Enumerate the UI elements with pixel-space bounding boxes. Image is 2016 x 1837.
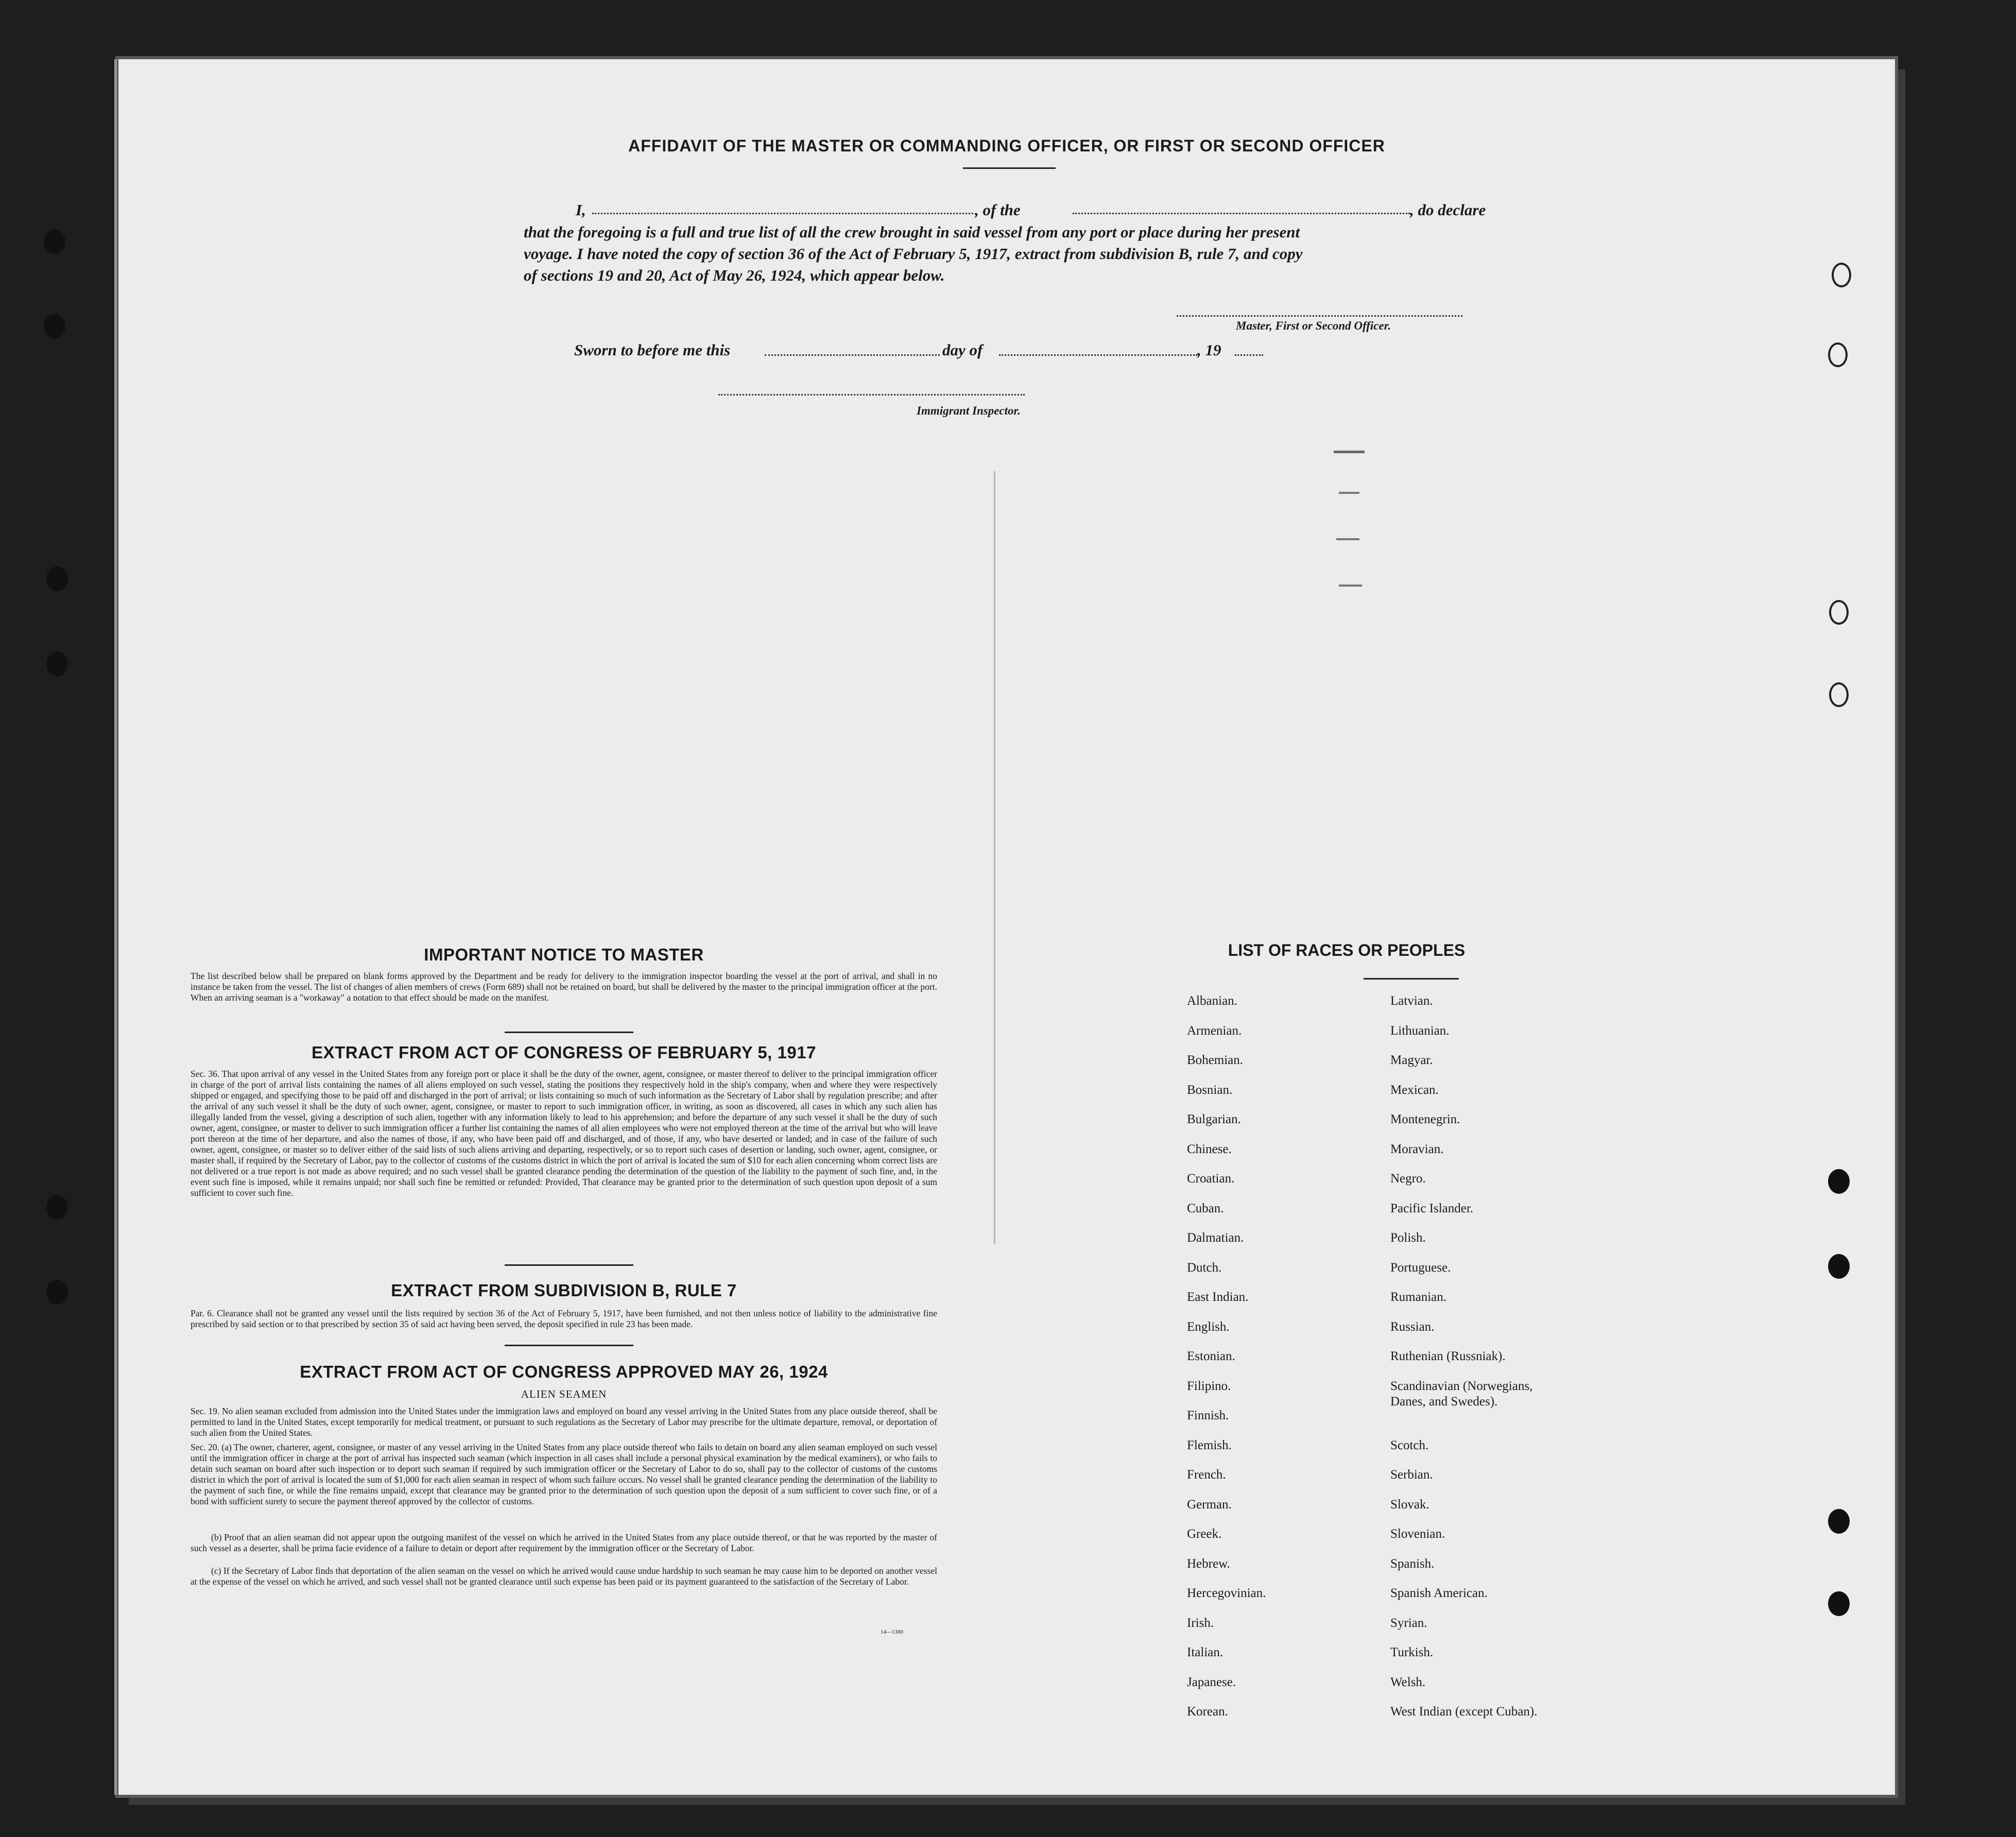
race-item: Japanese. xyxy=(1187,1675,1236,1689)
race-item: Portuguese. xyxy=(1390,1260,1451,1275)
binder-hole xyxy=(44,229,65,254)
extract-1924-title: EXTRACT FROM ACT OF CONGRESS APPROVED MAY 26, 1924 xyxy=(300,1362,828,1381)
race-item: Greek. xyxy=(1187,1527,1222,1541)
race-item: Lithuanian. xyxy=(1390,1023,1450,1038)
races-underline xyxy=(1364,978,1459,980)
race-item: Armenian. xyxy=(1187,1023,1242,1038)
race-item: Latvian. xyxy=(1390,994,1433,1008)
race-item: Hercegovinian. xyxy=(1187,1586,1266,1600)
race-item: Flemish. xyxy=(1187,1438,1232,1452)
race-item: Dutch. xyxy=(1187,1260,1222,1275)
name-blank xyxy=(592,213,973,214)
inspector-blank xyxy=(718,394,1025,396)
binder-hole xyxy=(46,1195,68,1220)
extract-rule7-text: Par. 6. Clearance shall not be granted any vessel until the lists required by section 36 of the Act of February 5, 1917, have been furnished, and not then unless notice of liability to the administrative fine prescribed by said section or to that prescribed by section 35 of said act having been served, the deposit specified in rule 23 has been made. xyxy=(191,1308,937,1329)
form-number: 14—1380 xyxy=(881,1629,903,1635)
race-item: Welsh. xyxy=(1390,1675,1426,1689)
race-item: Magyar. xyxy=(1390,1053,1433,1067)
section-divider xyxy=(505,1264,633,1266)
race-item: Albanian. xyxy=(1187,994,1237,1008)
race-item: East Indian. xyxy=(1187,1290,1249,1304)
affidavit-i-label: I, xyxy=(576,201,586,219)
race-item: Slovenian. xyxy=(1390,1527,1445,1541)
affidavit-of-the-label: , of the xyxy=(975,201,1021,219)
race-item: Bosnian. xyxy=(1187,1083,1233,1097)
race-item: Montenegrin. xyxy=(1390,1112,1460,1126)
title-underline xyxy=(963,167,1056,169)
race-item: Bohemian. xyxy=(1187,1053,1244,1067)
affidavit-text-line1: that the foregoing is a full and true list of all the crew brought in said vessel from any port or place during her present xyxy=(524,223,1300,241)
punch-hole xyxy=(1828,1591,1850,1616)
race-item: Chinese. xyxy=(1187,1142,1232,1156)
signature-blank xyxy=(1177,315,1462,317)
binder-hole xyxy=(46,1280,68,1304)
affidavit-text-line2: voyage. I have noted the copy of section 36 of the Act of February 5, 1917, extract from subdivision B, rule 7, and copy xyxy=(524,245,1303,263)
punch-hole xyxy=(1828,1254,1850,1279)
sec20c-text: (c) If the Secretary of Labor finds that deportation of the alien seaman on the vessel on which he arrived would cause undue hardship to such seaman he may cause him to be deported on another vessel at the expense of the vessel on which he arrived, and such vessel shall not be granted clearance until such expense has been paid or its payment guaranteed to the satisfaction of the Secretary of Labor. xyxy=(191,1566,937,1587)
year-label: , 19 xyxy=(1197,341,1221,359)
inspector-label: Immigrant Inspector. xyxy=(917,404,1021,417)
sec20a-text: Sec. 20. (a) The owner, charterer, agent, consignee, or master of any vessel arriving in the United States from any place outside thereof who fails to detain on board any alien seaman employed on such vessel until the immigration officer in charge at the port of arrival has inspected such seaman (which inspection in all cases shall include a personal physical examination by the medical examiners), or who fails to detain such seaman on board after such inspection or to deport such seaman if required by such immigration officer or the Secretary of Labor to do so, shall pay to the collector of customs of the customs district in which the port of arrival is located the sum of $1,000 for each alien seaman in respect of whom such failure occurs. No vessel shall be granted clearance pending the determination of the liability to the payment of such fine, or while the fine remains unpaid, except that clearance may be granted prior to the determination of such question upon the deposit of a sum sufficient to cover such fine, or of a bond with sufficient surety to secure the payment thereof approved by the collector of customs. xyxy=(191,1442,937,1506)
ink-mark xyxy=(1339,585,1362,587)
races-title: LIST OF RACES OR PEOPLES xyxy=(1228,941,1466,959)
affidavit-text-line3: of sections 19 and 20, Act of May 26, 1924, which appear below. xyxy=(524,266,945,284)
race-item: Spanish American. xyxy=(1390,1586,1488,1600)
sworn-day-blank xyxy=(765,354,940,356)
race-item: Russian. xyxy=(1390,1319,1435,1334)
race-item: Filipino. xyxy=(1187,1379,1231,1393)
extract-1924-subtitle: ALIEN SEAMEN xyxy=(521,1388,607,1400)
sworn-label: Sworn to before me this xyxy=(574,341,731,359)
ink-mark xyxy=(1339,492,1359,494)
race-item: Moravian. xyxy=(1390,1142,1444,1156)
race-item: Scandinavian (Norwegians, Danes, and Swedes). xyxy=(1390,1379,1533,1409)
race-item: Irish. xyxy=(1187,1616,1214,1630)
punch-hole xyxy=(1829,682,1849,707)
year-blank xyxy=(1235,354,1263,356)
sec20b-text: (b) Proof that an alien seaman did not appear upon the outgoing manifest of the vessel on which he arrived in the United States from any place outside thereof, or that he was reported by the master of such vessel as a deserter, shall be prima facie evidence of a failure to detain or deport after requirement by the immigration officer or the Secretary of Labor. xyxy=(191,1532,937,1553)
binder-hole xyxy=(46,566,68,591)
binder-hole xyxy=(46,651,68,676)
day-of-label: day of xyxy=(942,341,983,359)
race-item: Spanish. xyxy=(1390,1556,1435,1571)
document-sheet xyxy=(118,59,1895,1795)
affidavit-title: AFFIDAVIT OF THE MASTER OR COMMANDING OFFICER, OR FIRST OR SECOND OFFICER xyxy=(628,136,1385,155)
notice-text: The list described below shall be prepared on blank forms approved by the Department and be ready for delivery to the immigration inspector boarding the vessel at the port of arrival, and shall in no instance be taken from the vessel. The list of changes of alien members of crews (Form 689) shall not be retained on board, but shall be delivered by the master to the principal immigration officer at the port. When an arriving seaman is a "workaway" a notation to that effect should be made on the manifest. xyxy=(191,971,937,1003)
race-item: Cuban. xyxy=(1187,1201,1224,1215)
notice-title: IMPORTANT NOTICE TO MASTER xyxy=(424,945,704,964)
section-divider xyxy=(505,1032,633,1033)
race-item: Serbian. xyxy=(1390,1468,1433,1482)
race-item: Mexican. xyxy=(1390,1083,1439,1097)
race-item: Hebrew. xyxy=(1187,1556,1230,1571)
punch-hole xyxy=(1832,263,1851,287)
race-item: Croatian. xyxy=(1187,1172,1235,1186)
race-item: Slovak. xyxy=(1390,1497,1429,1512)
race-item: Rumanian. xyxy=(1390,1290,1447,1304)
ink-mark xyxy=(1334,451,1365,453)
month-blank xyxy=(999,354,1197,356)
extract-1917-text: Sec. 36. That upon arrival of any vessel in the United States from any foreign port or place it shall be the duty of the owner, agent, consignee, or master thereof to deliver to the principal immigration officer in charge of the port of arrival lists containing the names of all aliens employed on such vessel, stating the positions they respectively hold in the ship's company, when and where they were respectively shipped or engaged, and specifying those to be paid off and discharged in the port of arrival; or lists containing so much of such information as the Secretary of Labor shall by regulation prescribe; and after the arrival of any such vessel it shall be the duty of such owner, agent, consignee, or master to report to such immigration officer, in writing, as soon as discovered, all cases in which any such alien has illegally landed from the vessel, giving a description of such alien, together with any information likely to lead to his apprehension; and before the departure of any such vessel it shall be the duty of such owner, agent, consignee, or master to deliver to such immigration officer a further list containing the names of all alien employees who were not employed thereon at the time of the arrival but who will leave port thereon at the time of her departure, and also the names of those, if any, who have been paid off and discharged, and of those, if any, who have deserted or landed; and in case of the failure of such owner, agent, consignee, or master so to deliver either of the said lists of such aliens arriving and departing, respectively, or so to report such cases of desertion or landing, such owner, agent, consignee, or master shall, if required by the Secretary of Labor, pay to the collector of customs of the customs district in which the port of arrival is located the sum of $10 for each alien concerning whom correct lists are not delivered or a true report is not made as above required; and no such vessel shall be granted clearance pending the determination of the question of the liability to the payment of such fine, and, in the event such fine is imposed, while it remains unpaid; nor shall such fine be remitted or refunded: Provided, That clearance may be granted prior to the determination of such question upon deposit of a sum sufficient to cover such fine. xyxy=(191,1069,937,1198)
bleed-through-line xyxy=(994,471,995,1244)
races-right-column xyxy=(1390,986,1679,1727)
binder-hole xyxy=(44,314,65,339)
race-item: Ruthenian (Russniak). xyxy=(1390,1349,1506,1363)
sec19-text: Sec. 19. No alien seaman excluded from admission into the United States under the immigration laws and employed on board any vessel arriving in the United States from any place outside thereof, shall be permitted to land in the United States, except temporarily for medical treatment, or pursuant to such regulations as the Secretary of Labor may prescribe for the ultimate departure, removal, or deportation of such alien from the United States. xyxy=(191,1406,937,1438)
race-item: Italian. xyxy=(1187,1645,1224,1659)
race-item: West Indian (except Cuban). xyxy=(1390,1705,1538,1719)
race-item: Korean. xyxy=(1187,1705,1228,1719)
punch-hole xyxy=(1829,600,1849,625)
punch-hole xyxy=(1828,342,1848,367)
race-item: Bulgarian. xyxy=(1187,1112,1241,1126)
race-item: Turkish. xyxy=(1390,1645,1434,1659)
race-item: Pacific Islander. xyxy=(1390,1201,1474,1215)
section-divider xyxy=(505,1345,633,1346)
race-item: English. xyxy=(1187,1319,1230,1334)
race-item: Negro. xyxy=(1390,1172,1426,1186)
race-item: Syrian. xyxy=(1390,1616,1427,1630)
vessel-blank xyxy=(1073,213,1410,214)
race-item: Estonian. xyxy=(1187,1349,1235,1363)
race-item: French. xyxy=(1187,1468,1226,1482)
race-item: Polish. xyxy=(1390,1231,1426,1245)
affidavit-do-declare: , do declare xyxy=(1410,201,1486,219)
race-item: Finnish. xyxy=(1187,1409,1229,1422)
extract-1917-title: EXTRACT FROM ACT OF CONGRESS OF FEBRUARY 5, 1917 xyxy=(312,1043,816,1062)
race-item: Dalmatian. xyxy=(1187,1231,1244,1245)
extract-rule7-title: EXTRACT FROM SUBDIVISION B, RULE 7 xyxy=(391,1281,737,1300)
signature-label: Master, First or Second Officer. xyxy=(1236,319,1391,332)
race-item: Scotch. xyxy=(1390,1438,1429,1452)
page-edge xyxy=(114,59,117,1795)
race-item: German. xyxy=(1187,1497,1232,1512)
punch-hole xyxy=(1828,1169,1850,1194)
punch-hole xyxy=(1828,1509,1850,1534)
ink-mark xyxy=(1336,538,1359,540)
